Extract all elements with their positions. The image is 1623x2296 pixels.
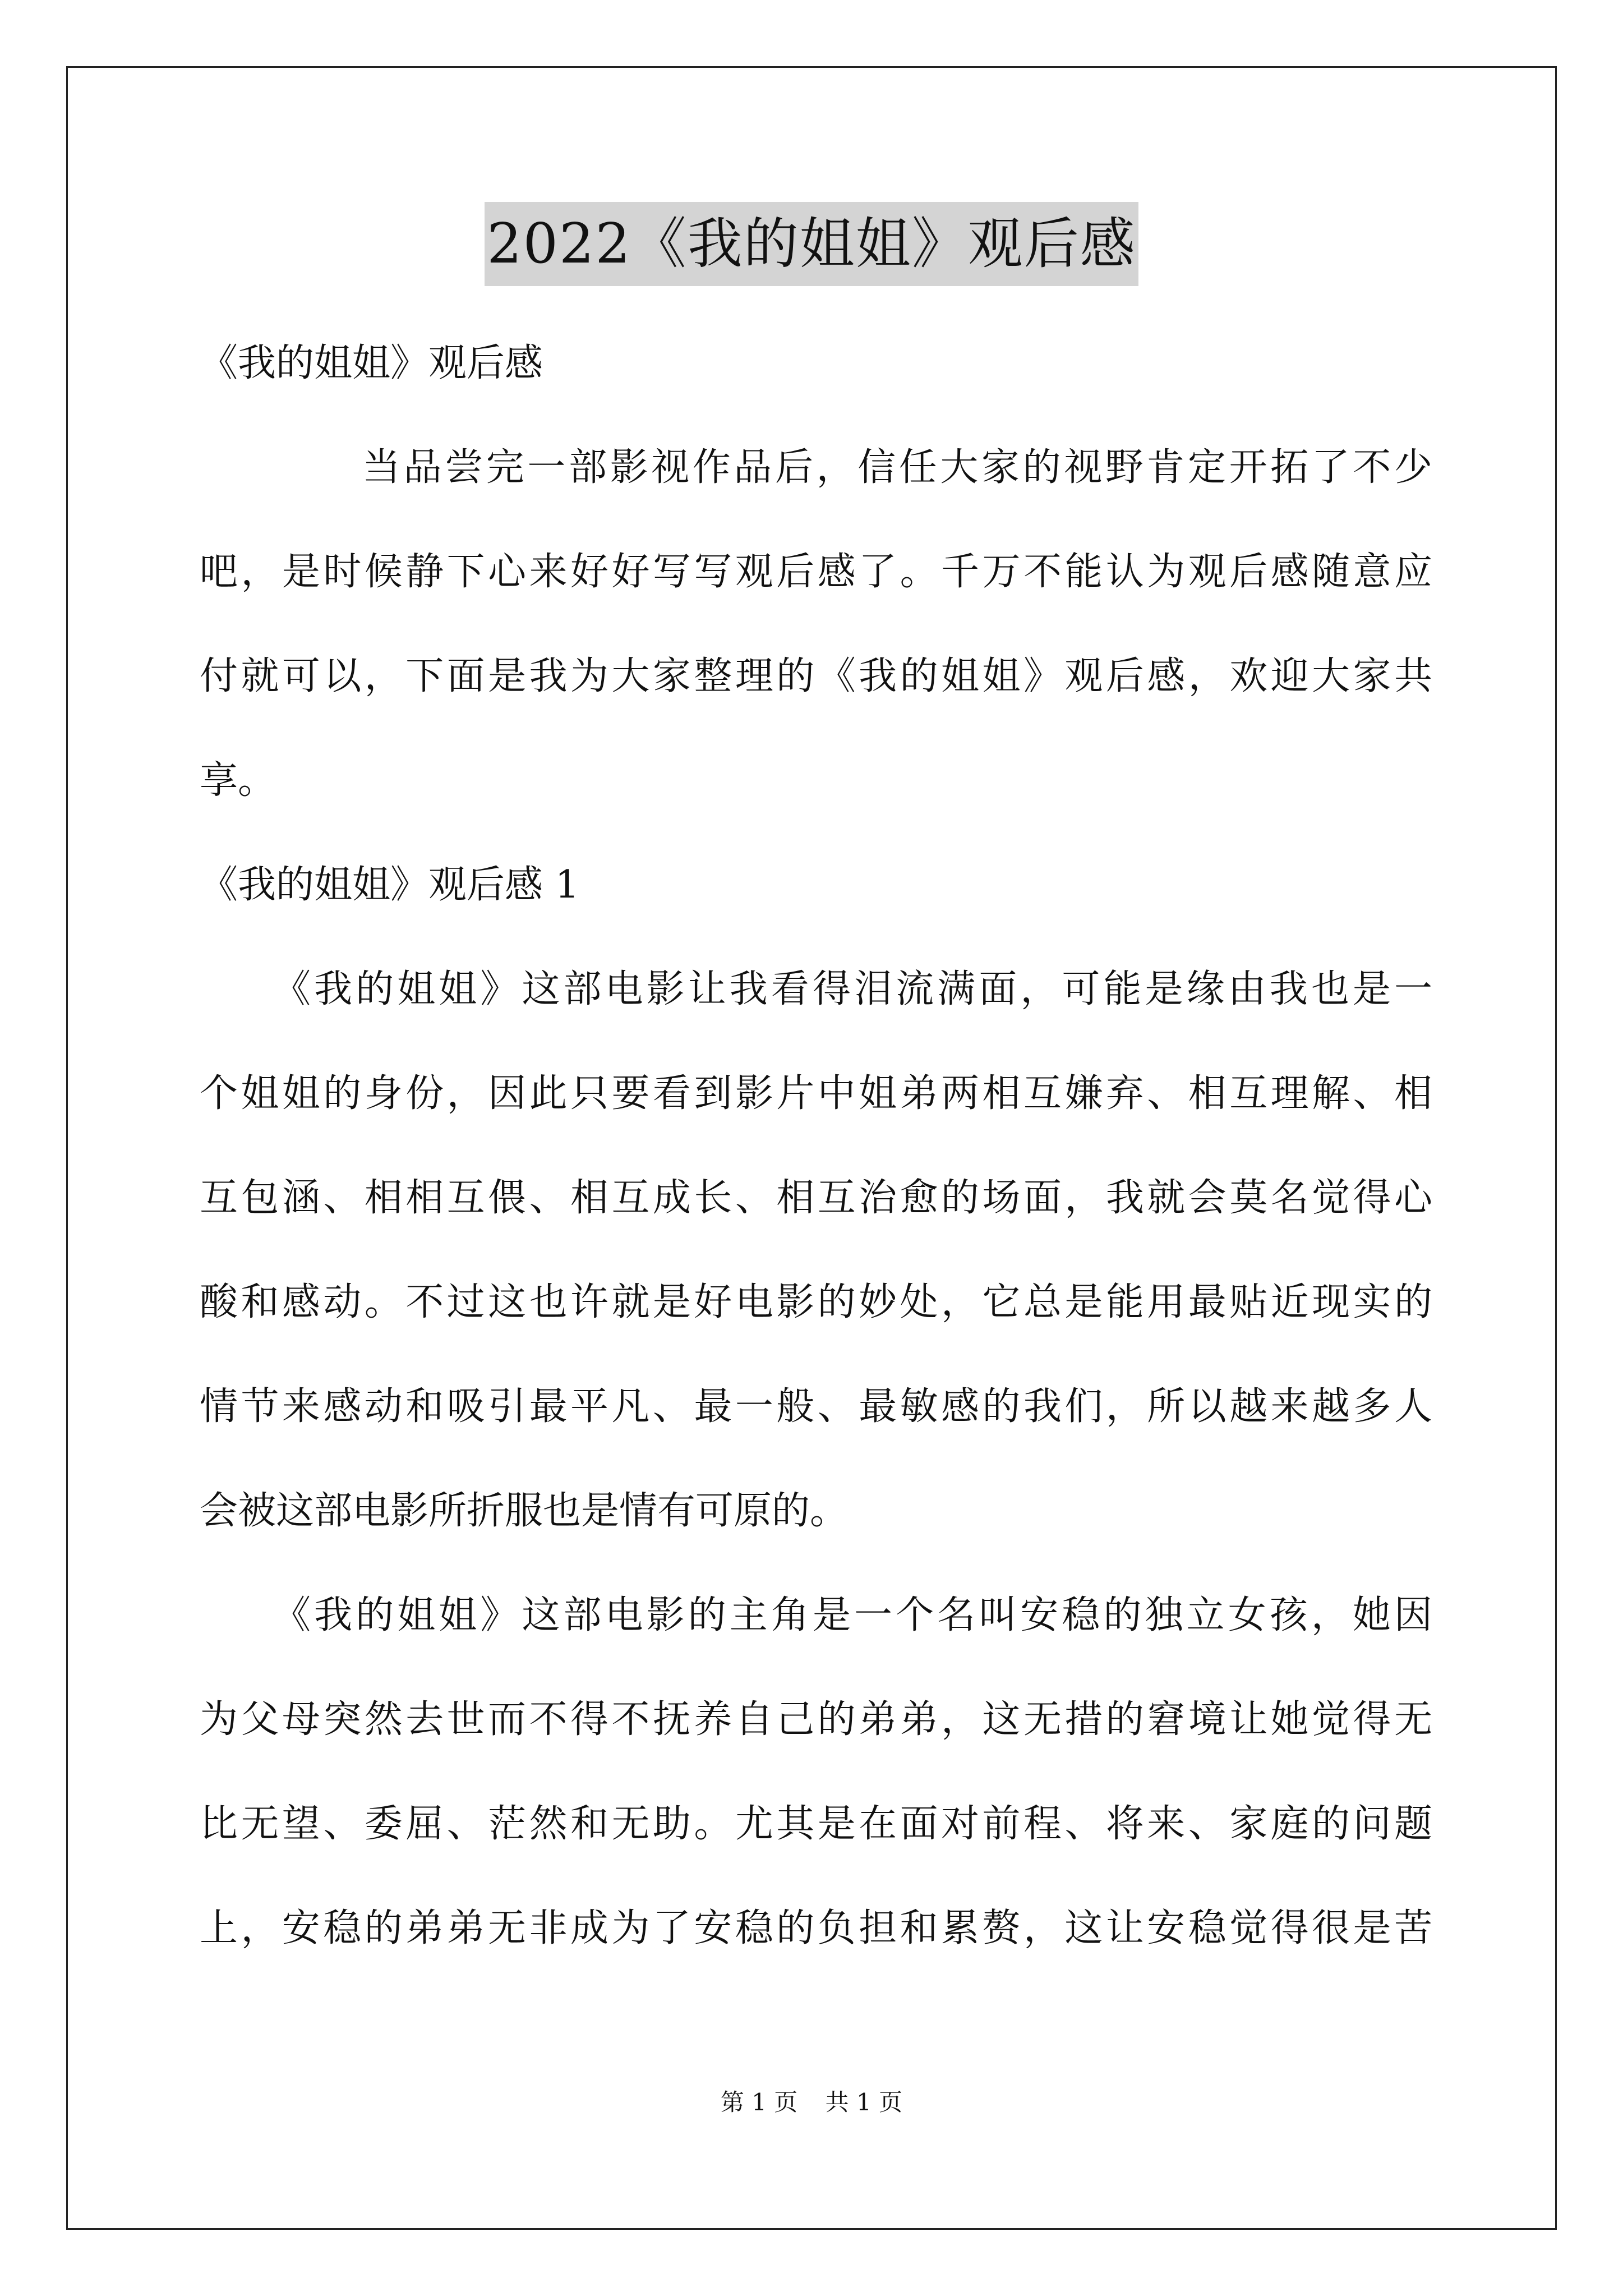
page-footer — [0, 2086, 1623, 2119]
paragraph-line: 比无望、委屈、茫然和无助。尤其是在面对前程、将来、家庭的问题 — [200, 1802, 1432, 1846]
section-heading: 《我的姐姐》观后感 — [200, 341, 543, 385]
paragraph-line: 酸和感动。不过这也许就是好电影的妙处，它总是能用最贴近现实的 — [200, 1280, 1432, 1324]
document-body — [200, 311, 1432, 1981]
section-heading: 《我的姐姐》观后感 1 — [200, 863, 579, 907]
paragraph-line: 为父母突然去世而不得不抚养自己的弟弟，这无措的窘境让她觉得无 — [200, 1697, 1432, 1742]
page-number-total: 共 1 页 — [825, 2088, 903, 2116]
paragraph-line: 互包涵、相相互偎、相互成长、相互治愈的场面，我就会莫名觉得心 — [200, 1176, 1432, 1220]
paragraph-line: 个姐姐的身份，因此只要看到影片中姐弟两相互嫌弃、相互理解、相 — [200, 1071, 1432, 1116]
document-title: 2022《我的姐姐》观后感 — [485, 202, 1138, 286]
paragraph-line: 当品尝完一部影视作品后，信任大家的视野肯定开拓了不少 — [362, 445, 1432, 490]
page-number-current: 第 1 页 — [720, 2088, 798, 2116]
paragraph-line: 付就可以，下面是我为大家整理的《我的姐姐》观后感，欢迎大家共 — [200, 654, 1432, 698]
paragraph-line: 享。 — [200, 758, 276, 803]
title-container — [0, 202, 1623, 286]
paragraph-line: 《我的姐姐》这部电影的主角是一个名叫安稳的独立女孩，她因 — [273, 1593, 1432, 1637]
paragraph-line: 情节来感动和吸引最平凡、最一般、最敏感的我们，所以越来越多人 — [200, 1384, 1432, 1429]
paragraph-line: 会被这部电影所折服也是情有可原的。 — [200, 1489, 849, 1533]
paragraph-line: 《我的姐姐》这部电影让我看得泪流满面，可能是缘由我也是一 — [273, 967, 1432, 1011]
paragraph-line: 上，安稳的弟弟无非成为了安稳的负担和累赘，这让安稳觉得很是苦 — [200, 1906, 1432, 1950]
paragraph-line: 吧，是时候静下心来好好写写观后感了。千万不能认为观后感随意应 — [200, 550, 1432, 594]
